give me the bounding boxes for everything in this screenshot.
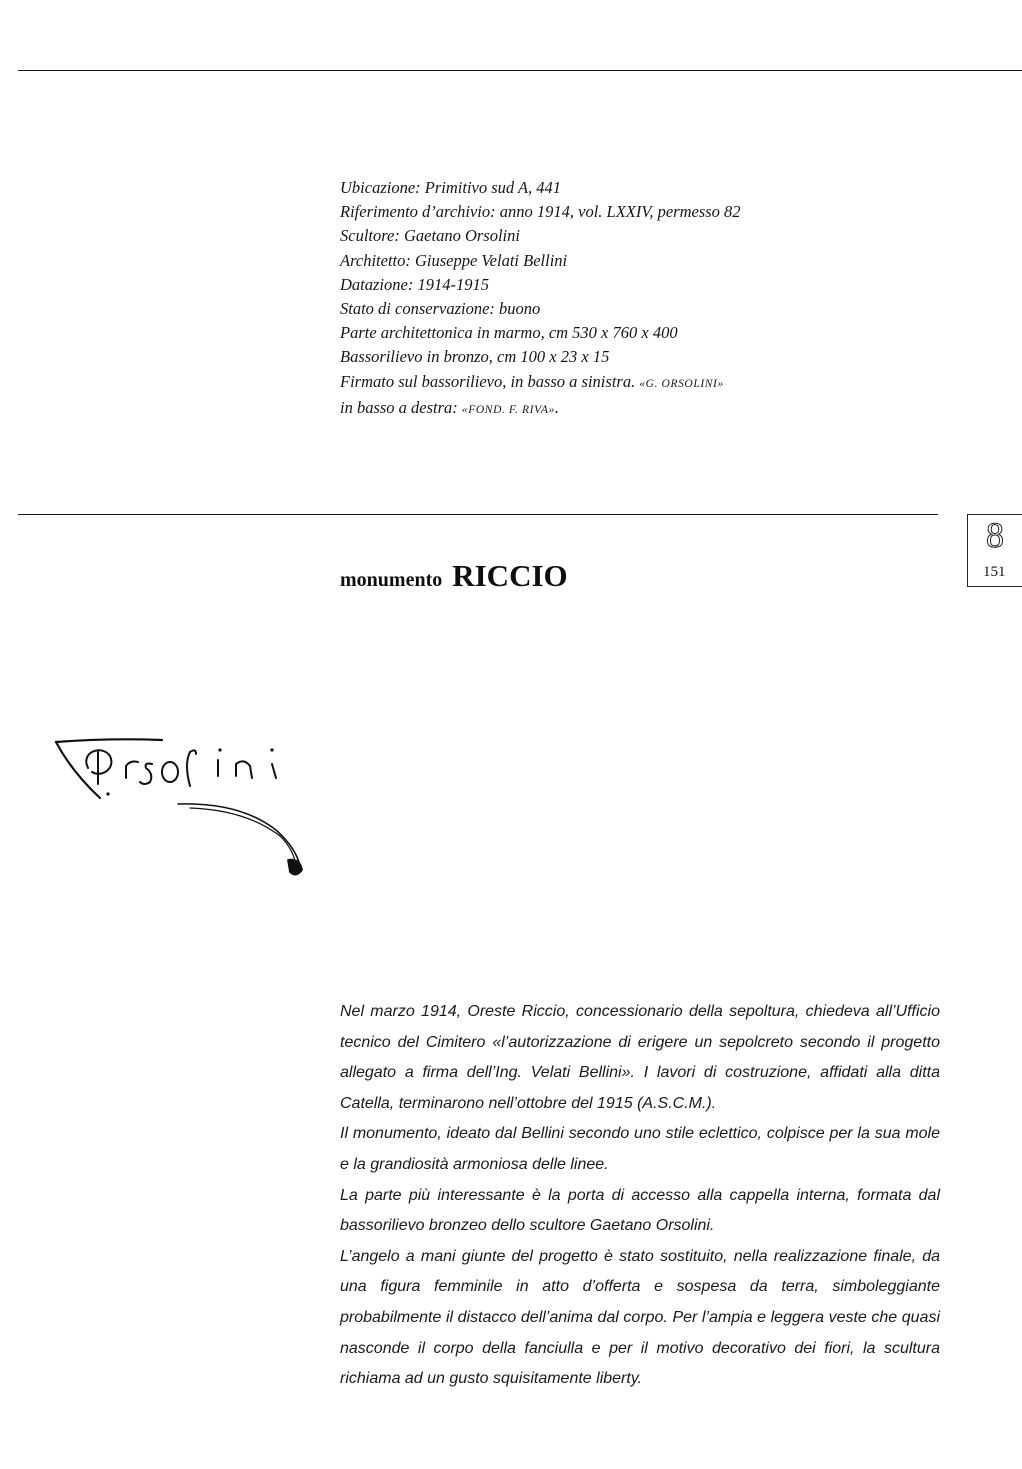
body-paragraph-style: Il monumento, ideato dal Bellini secondo uno stile eclettico, colpisce per la sua mole e la grandiosità armoniosa delle linee. (340, 1125, 940, 1173)
section-number: 8 (986, 515, 1004, 555)
page-number: 151 (983, 564, 1006, 580)
sculptor-signature (50, 720, 320, 880)
title-name: RICCIO (452, 558, 568, 593)
spec-dating: Datazione: 1914-1915 (340, 274, 489, 294)
signed-line2-prefix: in basso a destra: (340, 397, 462, 417)
signed-right-mark: «FOND. F. RIVA» (461, 403, 555, 416)
title-prefix: monumento (340, 569, 443, 591)
spec-sculptor: Scultore: Gaetano Orsolini (340, 226, 520, 246)
body-paragraph-sculpture: L’angelo a mani giunte del progetto è stato sostituito, nella realizzazione finale, da una figura femminile in atto d’offerta e sospesa da terra, simboleggiante probabilmente il distacco dell’anima dal corpo. Per l’ampia e leggera veste che quasi nasconde il corpo della fanciulla e per il motivo decorativo dei fiori, la scultura richiama ad un gusto squisitamente liberty. (340, 1247, 940, 1388)
spec-location: Ubicazione: Primitivo sud A, 441 (340, 178, 562, 197)
spec-condition: Stato di conservazione: buono (340, 299, 541, 319)
signed-line2-suffix: . (554, 397, 559, 417)
spec-signed-cont (340, 396, 741, 422)
spec-architect: Architetto: Giuseppe Velati Bellini (340, 250, 568, 270)
page-title (340, 558, 568, 594)
spec-architectural-part: Parte architettonica in marmo, cm 530 x 760 x 400 (340, 323, 678, 343)
spec-signed (340, 370, 741, 396)
signed-prefix: Firmato sul bassorilievo, in basso a sinistra. (340, 371, 640, 391)
body-text (340, 997, 940, 1395)
top-divider (18, 70, 1022, 71)
body-paragraph-history: Nel marzo 1914, Oreste Riccio, concessionario della sepoltura, chiedeva all’Ufficio tecnico del Cimitero «l’autorizzazione di erigere un sepolcreto secondo il progetto allegato a firma dell’Ing. Velati Bellini». I lavori di costruzione, affidati alla ditta Catella, terminarono nell’ottobre del 1915 (A.S.C.M.). (340, 1003, 940, 1112)
monument-specs (340, 176, 741, 422)
spec-bas-relief: Bassorilievo in bronzo, cm 100 x 23 x 15 (340, 347, 610, 367)
body-paragraph-door: La parte più interessante è la porta di accesso alla cappella interna, formata dal bassorilievo bronzeo dello scultore Gaetano Orsolini. (340, 1186, 940, 1235)
signed-left-mark: «G. ORSOLINI» (639, 377, 724, 390)
spec-archive-reference: Riferimento d’archivio: anno 1914, vol. LXXIV, permesso 82 (340, 202, 741, 222)
signature-icon (50, 720, 320, 880)
section-divider (18, 514, 938, 515)
page-marker (967, 514, 1022, 587)
